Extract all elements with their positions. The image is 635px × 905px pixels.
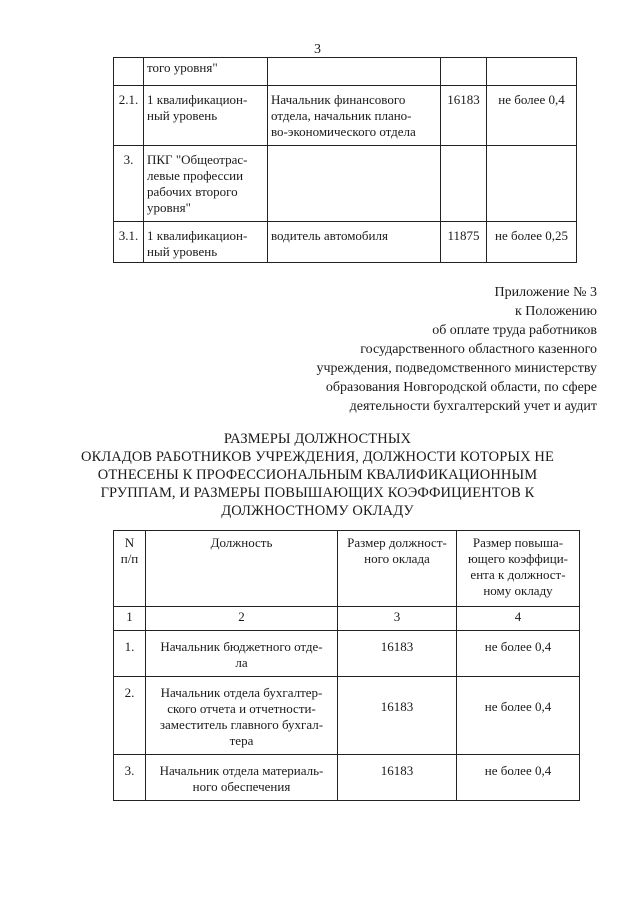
coefficient-value xyxy=(487,58,577,86)
document-title xyxy=(0,430,635,520)
column-number: 2 xyxy=(146,607,338,631)
header-number: N п/п xyxy=(114,531,146,607)
annex-line: образования Новгородской области, по сфере xyxy=(325,380,597,395)
coefficient-value: не более 0,4 xyxy=(457,677,580,755)
annex-line: Приложение № 3 xyxy=(494,285,597,300)
row-number: 1. xyxy=(114,631,146,677)
page-number: 3 xyxy=(314,42,321,57)
column-number: 3 xyxy=(338,607,457,631)
qualification-group: 1 квалификацион- ный уровень xyxy=(144,86,268,146)
table-row xyxy=(114,86,577,146)
annex-line: деятельности бухгалтерский учет и аудит xyxy=(349,399,597,414)
position-name xyxy=(268,146,441,222)
qualification-group: 1 квалификацион- ный уровень xyxy=(144,222,268,263)
salary-value: 16183 xyxy=(441,86,487,146)
position-name xyxy=(268,58,441,86)
row-number xyxy=(114,58,144,86)
salary-value: 16183 xyxy=(338,631,457,677)
salary-value xyxy=(441,146,487,222)
table-row xyxy=(114,222,577,263)
title-line: ДОЛЖНОСТНОМУ ОКЛАДУ xyxy=(221,503,414,519)
annex-line: об оплате труда работников xyxy=(432,323,597,338)
annex-line: учреждения, подведомственного министерству xyxy=(316,361,597,376)
column-number: 4 xyxy=(457,607,580,631)
row-number: 3. xyxy=(114,146,144,222)
header-coefficient: Размер повыша- ющего коэффици- ента к должност- ному окладу xyxy=(457,531,580,607)
annex-line: к Положению xyxy=(514,304,597,319)
position-name: Начальник отдела материаль- ного обеспечения xyxy=(146,755,338,801)
row-number: 2. xyxy=(114,677,146,755)
header-position: Должность xyxy=(146,531,338,607)
salary-value: 16183 xyxy=(338,677,457,755)
coefficient-value: не более 0,4 xyxy=(457,631,580,677)
salary-value xyxy=(441,58,487,86)
qualification-group: ПКГ "Общеотрас- левые профессии рабочих второго уровня" xyxy=(144,146,268,222)
coefficient-value: не более 0,25 xyxy=(487,222,577,263)
coefficient-value xyxy=(487,146,577,222)
table-row xyxy=(114,631,580,677)
qualification-group: того уровня" xyxy=(144,58,268,86)
table-row xyxy=(114,146,577,222)
annex-header xyxy=(317,283,597,416)
coefficient-value: не более 0,4 xyxy=(457,755,580,801)
table-row xyxy=(114,755,580,801)
positions-table-continued xyxy=(113,57,577,263)
table-header-row xyxy=(114,531,580,607)
table-row xyxy=(114,58,577,86)
salary-value: 11875 xyxy=(441,222,487,263)
title-line: ОТНЕСЕНЫ К ПРОФЕССИОНАЛЬНЫМ КВАЛИФИКАЦИОННЫМ xyxy=(97,467,538,483)
column-number-row xyxy=(114,607,580,631)
position-name: Начальник отдела бухгалтер- ского отчета и отчетности- заместитель главного бухгал- тера xyxy=(146,677,338,755)
row-number: 3. xyxy=(114,755,146,801)
row-number: 2.1. xyxy=(114,86,144,146)
column-number: 1 xyxy=(114,607,146,631)
annex-line: государственного областного казенного xyxy=(360,342,597,357)
table-row xyxy=(114,677,580,755)
coefficient-value: не более 0,4 xyxy=(487,86,577,146)
title-line: ОКЛАДОВ РАБОТНИКОВ УЧРЕЖДЕНИЯ, ДОЛЖНОСТИ КОТОРЫХ НЕ xyxy=(81,449,554,465)
header-salary: Размер должност- ного оклада xyxy=(338,531,457,607)
row-number: 3.1. xyxy=(114,222,144,263)
salary-table xyxy=(113,530,580,801)
title-line: РАЗМЕРЫ ДОЛЖНОСТНЫХ xyxy=(223,431,412,447)
salary-value: 16183 xyxy=(338,755,457,801)
title-line: ГРУППАМ, И РАЗМЕРЫ ПОВЫШАЮЩИХ КОЭФФИЦИЕНТОВ К xyxy=(100,485,535,501)
position-name: Начальник финансового отдела, начальник плано- во-экономического отдела xyxy=(268,86,441,146)
position-name: Начальник бюджетного отде- ла xyxy=(146,631,338,677)
position-name: водитель автомобиля xyxy=(268,222,441,263)
